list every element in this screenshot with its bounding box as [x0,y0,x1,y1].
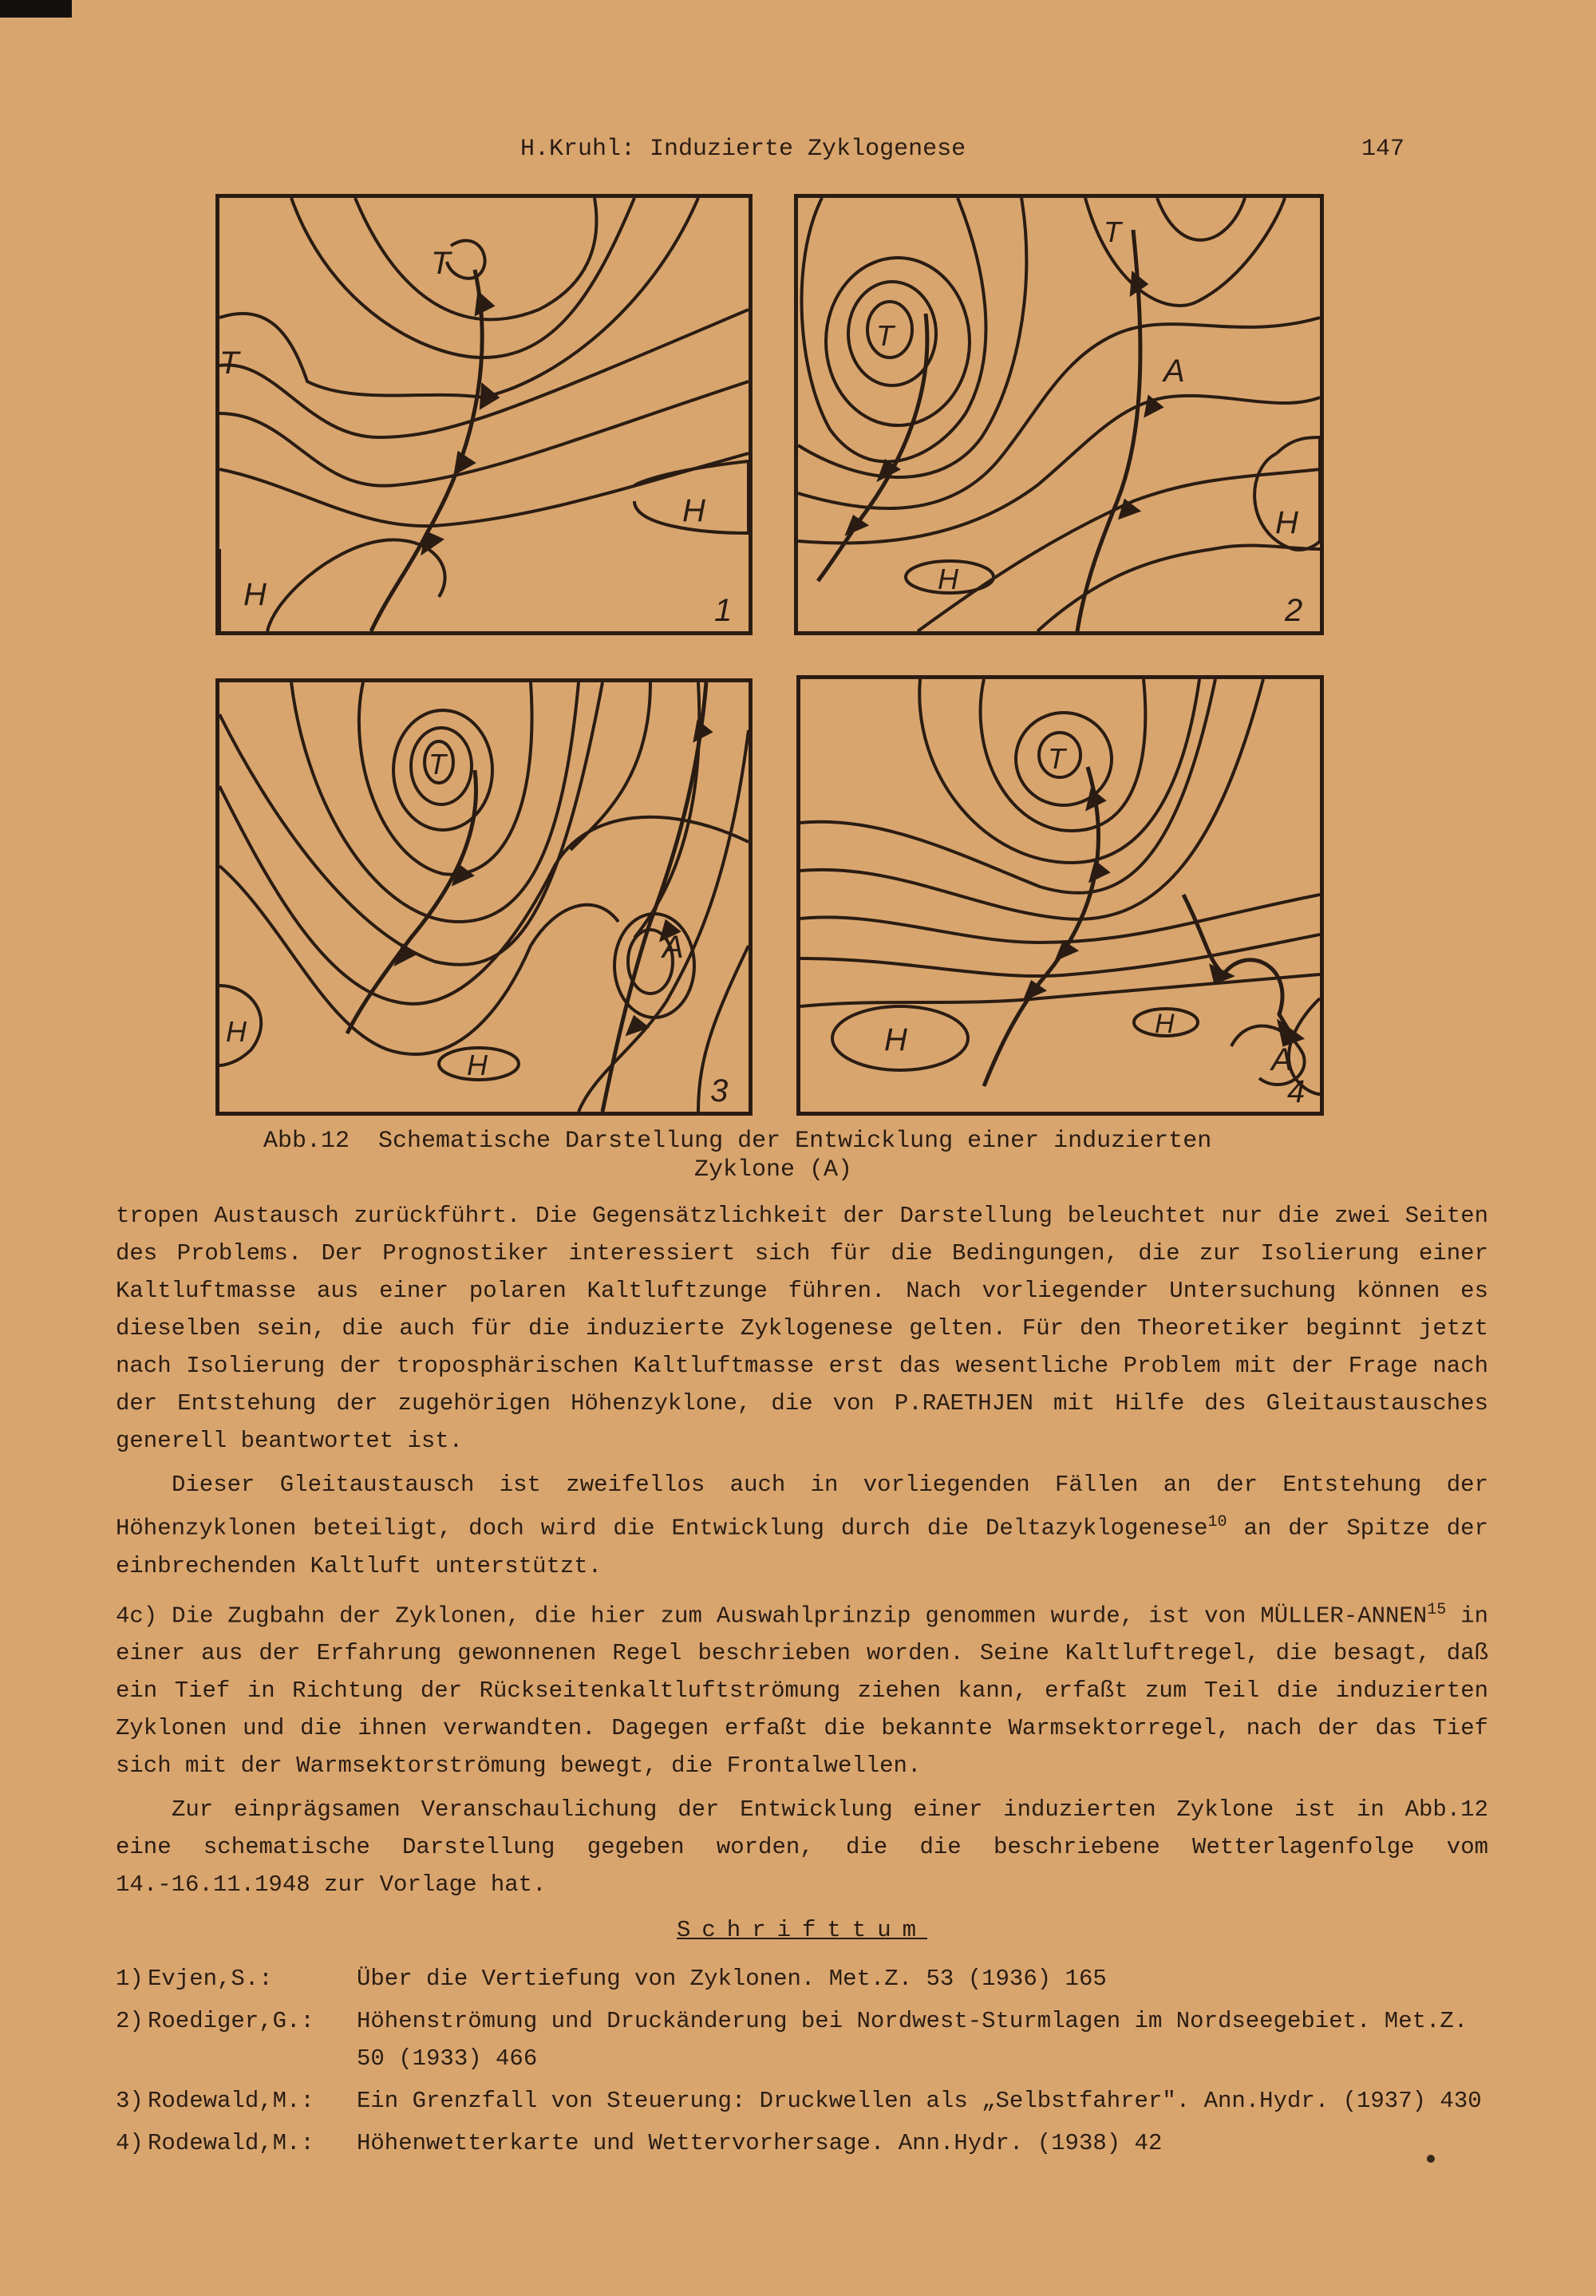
figure-caption [263,1127,1381,1184]
scan-edge-mark [0,0,72,18]
caption-line-1: Abb.12 Schematische Darstellung der Entwicklung einer induzierten [263,1128,1212,1155]
low-label: T [876,319,894,352]
reference-item: 4) Rodewald,M.: Höhenwetterkarte und Wettervorhersage. Ann.Hydr. (1938) 42 [116,2130,1163,2157]
weather-map-panel-1 [215,194,753,635]
paragraph-2: Dieser Gleitaustausch ist zweifellos auch in vorliegenden Fällen an der Entstehung der Höhenzyklonen beteiligt, doch wird die Entwicklung durch die Deltazyklogenese$^{10}$ an der Spitze der einbrechenden Kaltluft unterstützt. [116,1472,1488,1579]
paragraph-1: tropen Austausch zurückführt. Die Gegensätzlichkeit der Darstellung beleuchtet nur die zwei Seiten des Problems. Der Prognostiker interessiert sich für die Bedingungen, die zur Isolierung einer Kaltluftmasse aus einer polaren Kaltluftzunge führen. Nach vorliegender Untersuchung können es dieselben sein, die auch für die induzierte Zyklogenese gelten. Für den Theoretiker beginnt jetzt nach Isolierung der troposphärischen Kaltluftmasse erst das wesentliche Problem mit der Frage nach der Entstehung der zugehörigen Höhenzyklone, die von P.RAETHJEN mit Hilfe des Gleitaustausches generell beantwortet ist. [116,1203,1488,1454]
weather-map-panel-4 [796,675,1324,1116]
caption-line-2: Zyklone (A) [694,1156,853,1184]
high-label: H [243,577,267,612]
footnote-ref: 15 [1427,1600,1447,1619]
low-label: T [429,748,446,780]
reference-item: 1) Evjen,S.: Über die Vertiefung von Zyklonen. Met.Z. 53 (1936) 165 [116,1966,1107,1993]
high-label: H [1275,505,1298,540]
panel-number: 4 [1287,1074,1306,1109]
high-label: H [682,493,705,528]
running-title: H.Kruhl: Induzierte Zyklogenese [520,136,966,163]
low-label: T [431,246,451,281]
reference-item: 2) Roediger,G.: Höhenströmung und Druckänderung bei Nordwest-Sturmlagen im Nordseegebiet. Met.Z. 50 (1933) 466 [116,2008,1468,2073]
low-label: T [1104,215,1121,248]
low-label: T [1048,742,1065,775]
page-number: 147 [1361,136,1405,163]
front-label: A [1271,1042,1293,1077]
panel-number: 1 [714,593,733,628]
front-label: A [662,930,684,965]
high-label: H [938,563,958,595]
weather-map-panel-3 [215,678,753,1116]
low-label: T [219,346,239,381]
panel-number: 2 [1285,593,1303,628]
panel-number: 3 [710,1073,729,1108]
references-heading: Schrifttum [676,1917,928,1944]
body-text [116,1197,1488,2167]
weather-map-panel-2 [794,194,1324,635]
high-label: H [467,1049,488,1081]
high-label: H [226,1015,247,1048]
high-label: H [1155,1009,1175,1039]
front-label: A [1163,354,1185,389]
ink-dot [1427,2155,1435,2163]
paragraph-3: 4c) Die Zugbahn der Zyklonen, die hier zum Auswahlprinzip genommen wurde, ist von MÜLLER-ANNEN$^{15}$ in einer aus der Erfahrung gewonnenen Regel beschrieben worden. Seine Kaltluftregel, die besagt, daß ein Tief in Richtung der Rückseitenkaltluftströmung ziehen kann, erfaßt zum Teil die induzierten Zyklonen und die ihnen verwandten. Dagegen erfaßt die bekannte Warmsektorregel, nach der das Tief sich mit der Warmsektorströmung bewegt, die Frontalwellen. [116,1600,1488,1780]
reference-item: 3) Rodewald,M.: Ein Grenzfall von Steuerung: Druckwellen als „Selbstfahrer". Ann.Hydr. (1937) 430 [116,2088,1482,2115]
paragraph-4: Zur einprägsamen Veranschaulichung der Entwicklung einer induzierten Zyklone ist in Abb.12 eine schematische Darstellung gegeben worden, die die beschriebene Wetterlagenfolge vom 14.-16.11.1948 zur Vorlage hat. [116,1796,1488,1899]
footnote-ref: 10 [1207,1513,1227,1531]
high-label: H [884,1022,907,1057]
